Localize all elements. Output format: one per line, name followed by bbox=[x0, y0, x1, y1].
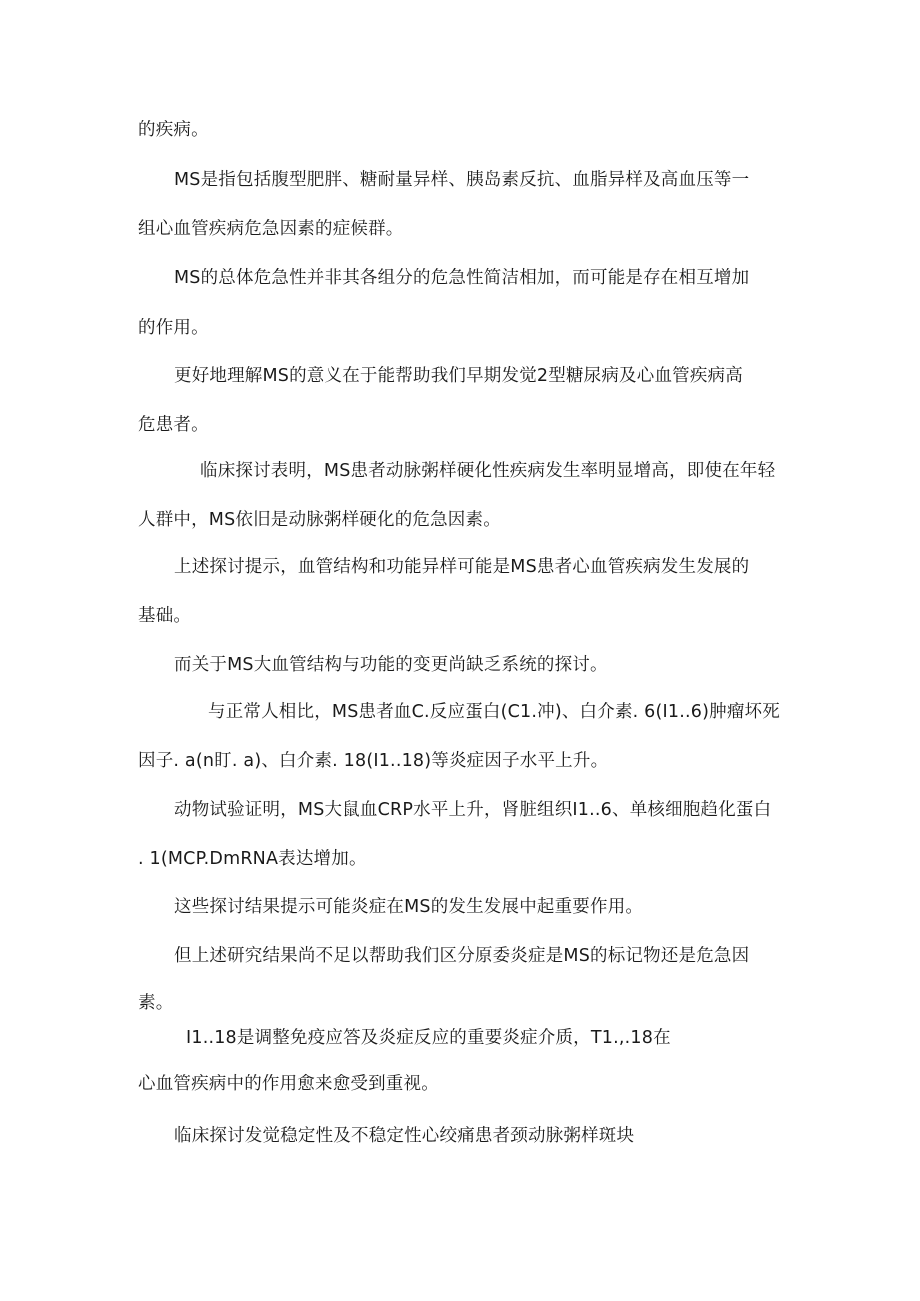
text-line: 的作用。 bbox=[138, 318, 209, 338]
text-line: 素。 bbox=[138, 993, 174, 1013]
text-line: 动物试验证明，MS大鼠血CRP水平上升，肾脏组织I1..6、单核细胞趋化蛋白 bbox=[174, 800, 772, 820]
text-line: MS是指包括腹型肥胖、糖耐量异样、胰岛素反抗、血脂异样及高血压等一 bbox=[174, 170, 750, 190]
text-line: 这些探讨结果提示可能炎症在MS的发生发展中起重要作用。 bbox=[174, 897, 644, 917]
text-line: 临床探讨发觉稳定性及不稳定性心绞痛患者颈动脉粥样斑块 bbox=[174, 1126, 635, 1146]
text-line: 更好地理解MS的意义在于能帮助我们早期发觉2型糖尿病及心血管疾病高 bbox=[174, 366, 743, 386]
text-line: 危患者。 bbox=[138, 415, 209, 435]
text-line: 心血管疾病中的作用愈来愈受到重视。 bbox=[138, 1074, 439, 1094]
text-line: 临床探讨表明，MS患者动脉粥样硬化性疾病发生率明显增高，即使在年轻 bbox=[200, 461, 776, 481]
text-line: 人群中，MS依旧是动脉粥样硬化的危急因素。 bbox=[138, 510, 501, 530]
text-line: I1..18是调整免疫应答及炎症反应的重要炎症介质，T1.,.18在 bbox=[186, 1028, 671, 1048]
text-line: 组心血管疾病危急因素的症候群。 bbox=[138, 219, 404, 239]
text-line: 与正常人相比，MS患者血C.反应蛋白(C1.冲)、白介素. 6(I1..6)肿瘤坏死 bbox=[208, 702, 780, 722]
text-line: . 1(MCP.DmRNA表达增加。 bbox=[138, 849, 367, 869]
text-line: 而关于MS大血管结构与功能的变更尚缺乏系统的探讨。 bbox=[174, 655, 608, 675]
text-line: 的疾病。 bbox=[138, 120, 209, 140]
text-line: 因子. a(n盯. a)、白介素. 18(I1..18)等炎症因子水平上升。 bbox=[138, 751, 609, 771]
text-line: 上述探讨提示，血管结构和功能异样可能是MS患者心血管疾病发生发展的 bbox=[174, 557, 750, 577]
text-line: 基础。 bbox=[138, 606, 192, 626]
text-line: 但上述研究结果尚不足以帮助我们区分原委炎症是MS的标记物还是危急因 bbox=[174, 946, 750, 966]
text-line: MS的总体危急性并非其各组分的危急性简洁相加，而可能是存在相互增加 bbox=[174, 268, 750, 288]
